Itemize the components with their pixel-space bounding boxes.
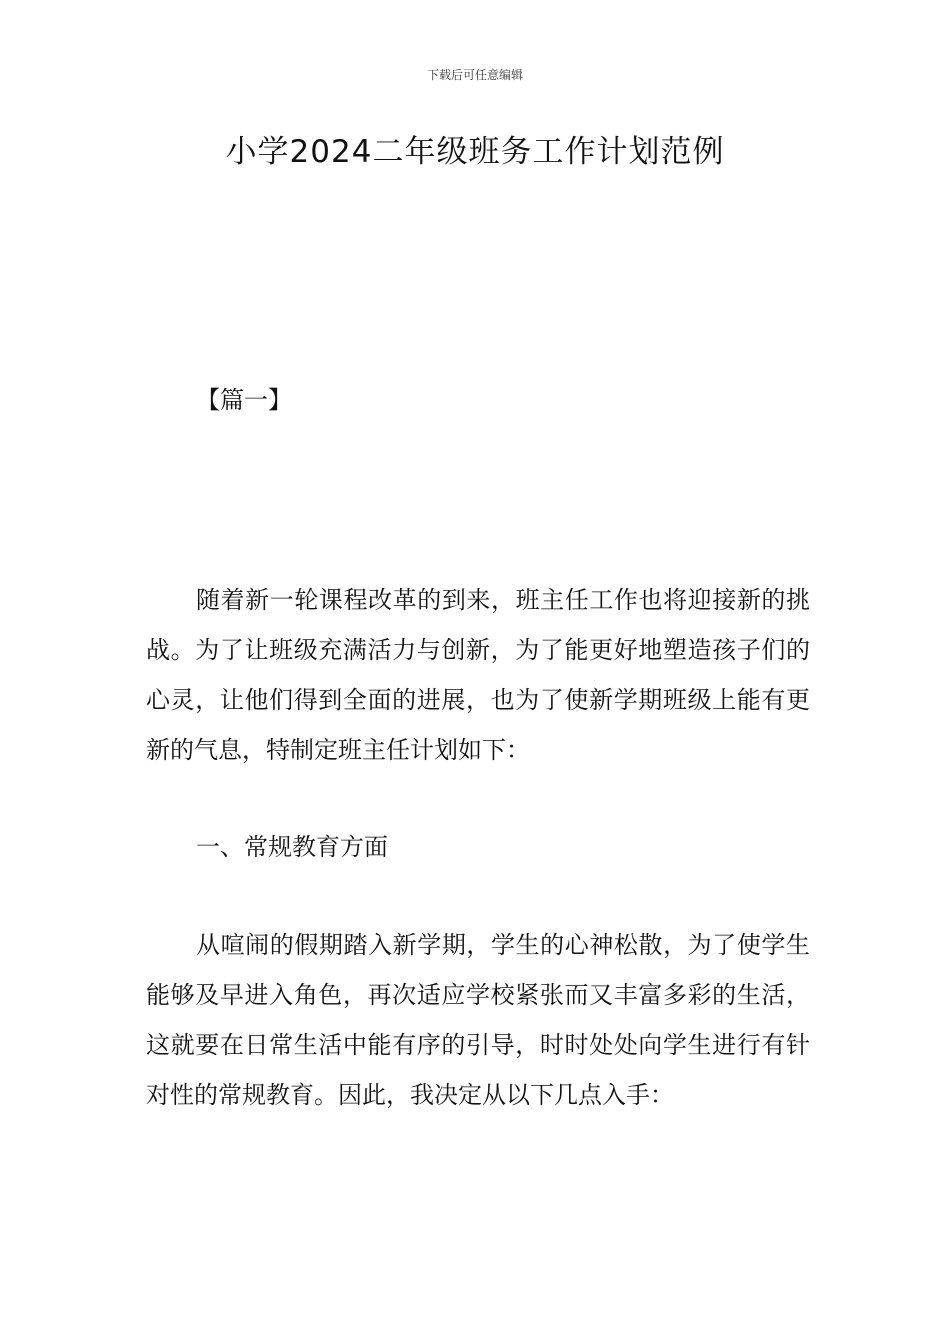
document-title: 小学2024二年级班务工作计划范例 — [225, 134, 725, 170]
section-heading: 一、常规教育方面 — [196, 833, 388, 861]
intro-paragraph: 随着新一轮课程改革的到来，班主任工作也将迎接新的挑战。为了让班级充满活力与创新，为了能更好地塑造孩子们的心灵，让他们得到全面的进展，也为了使新学期班级上能有更新的气息，特制定班主任计划如下： — [146, 586, 810, 764]
section-label: 【篇一】 — [196, 386, 292, 414]
body-paragraph: 从喧闹的假期踏入新学期，学生的心神松散，为了使学生能够及早进入角色，再次适应学校紧张而又丰富多彩的生活，这就要在日常生活中能有序的引导，时时处处向学生进行有针对性的常规教育。因此，我决定从以下几点入手： — [146, 931, 810, 1109]
header-note: 下载后可任意编辑 — [426, 68, 523, 82]
